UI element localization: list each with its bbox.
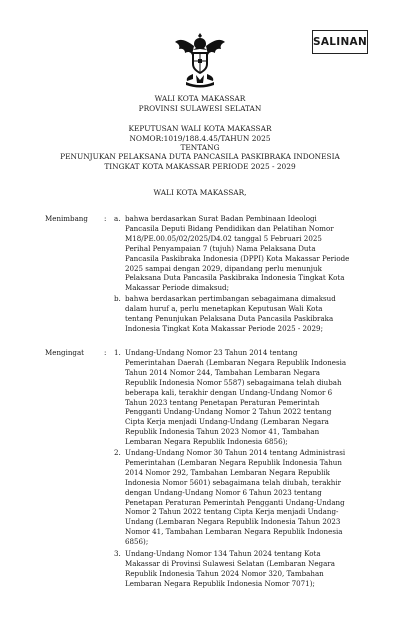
text-line: Indonesia Tingkat Kota Makassar Periode 2025 - 2029; [125, 323, 323, 333]
garuda-emblem-icon [174, 30, 226, 88]
menimbang-label: Menimbang [45, 214, 88, 223]
menimbang-a-text [125, 214, 357, 293]
menimbang-a-marker: a. [114, 214, 121, 223]
text-line: 2014 Nomor 292, Tambahan Lembaran Negara Republik [125, 467, 330, 477]
mengingat-1-text [125, 348, 357, 447]
subject-line-2: TINGKAT KOTA MAKASSAR PERIODE 2025 - 2029 [104, 161, 296, 171]
decree-about: TENTANG [180, 143, 220, 153]
text-line: Tahun 2023 tentang Penetapan Peraturan Pemerintah [125, 397, 320, 407]
text-line: Lembaran Negara Republik Indonesia Nomor 7071); [125, 578, 315, 588]
text-line: tentang Penunjukan Pelaksana Duta Pancasila Paskibraka [125, 313, 334, 323]
text-line: bahwa berdasarkan pertimbangan sebagaimana dimaksud [125, 294, 336, 303]
text-line: Republik Indonesia Tahun 2024 Nomor 320, Tambahan [125, 568, 324, 578]
mengingat-2-marker: 2. [114, 448, 121, 457]
text-line: Undang (Lembaran Negara Republik Indonesia Tahun 2023 [125, 517, 341, 527]
text-line: Pancasila Paskibraka Indonesia (DPPI) Kota Makassar Periode [125, 253, 350, 263]
menimbang-colon: : [104, 214, 107, 223]
text-line: Nomor 2 Tahun 2022 tentang Cipta Kerja menjadi Undang- [125, 507, 339, 517]
text-line: Republik Indonesia Nomor 5587) sebagaimana telah diubah [125, 377, 342, 387]
text-line: 2025 sampai dengan 2029, dipandang perlu menunjuk [125, 263, 322, 273]
mengingat-2-text [125, 448, 357, 547]
text-line: Undang-Undang Nomor 30 Tahun 2014 tentang Administrasi [125, 448, 346, 457]
issuer-header [0, 94, 400, 113]
text-line: 6856); [125, 537, 149, 547]
decree-number: NOMOR:1019/188.4.45/TAHUN 2025 [129, 133, 271, 143]
mengingat-3-text [125, 549, 357, 589]
text-line: Nomor 41, Tambahan Lembaran Negara Republik Indonesia [125, 527, 343, 537]
text-line: Pemerintahan (Lembaran Negara Republik Indonesia Tahun [125, 457, 342, 467]
text-line: Indonesia Nomor 5601) sebagaimana telah diubah, terakhir [125, 477, 341, 487]
issuer-province: PROVINSI SULAWESI SELATAN [138, 103, 262, 113]
official-title: WALI KOTA MAKASSAR, [153, 188, 247, 197]
text-line: Pancasila Deputi Bidang Pendidikan dan Pelatihan Nomor [125, 223, 334, 233]
menimbang-b-marker: b. [114, 294, 121, 303]
mengingat-1-marker: 1. [114, 348, 121, 357]
mengingat-colon: : [104, 348, 107, 357]
text-line: Lembaran Negara Republik Indonesia 6856); [125, 437, 288, 447]
text-line: dengan Undang-Undang Nomor 6 Tahun 2023 tentang [125, 487, 322, 497]
text-line: Pengganti Undang-Undang Nomor 2 Tahun 2022 tentang [125, 407, 332, 417]
text-line: Pemerintahan Daerah (Lembaran Negara Republik Indonesia [125, 357, 347, 367]
menimbang-b-text [125, 294, 357, 334]
text-line: Tahun 2014 Nomor 244, Tambahan Lembaran Negara [125, 367, 321, 377]
text-line: Republik Indonesia Tahun 2023 Nomor 41, Tambahan [125, 427, 320, 437]
text-line: beberapa kali, terakhir dengan Undang-Undang Nomor 6 [125, 387, 333, 397]
text-line: Undang-Undang Nomor 134 Tahun 2024 tentang Kota [125, 549, 321, 558]
text-line: Cipta Kerja menjadi Undang-Undang (Lembaran Negara [125, 417, 329, 427]
text-line: Perihal Penyampaian 7 (tujuh) Nama Pelaksana Duta [125, 243, 316, 253]
text-line: M18/PE.00.05/02/2025/D4.02 tanggal 5 Februari 2025 [125, 233, 322, 243]
mengingat-3-marker: 3. [114, 549, 121, 558]
text-line: Makassar di Provinsi Sulawesi Selatan (Lembaran Negara [125, 558, 335, 568]
decree-subject [0, 152, 400, 171]
text-line: Pelaksana Duta Pancasila Paskibraka Indonesia Tingkat Kota [125, 273, 345, 283]
text-line: Makassar Periode dimaksud; [125, 283, 229, 293]
salinan-stamp: SALINAN [312, 30, 368, 54]
issuer-title: WALI KOTA MAKASSAR [154, 94, 246, 103]
decree-heading [0, 124, 400, 153]
mengingat-label: Mengingat [45, 348, 85, 357]
subject-line-1: PENUNJUKAN PELAKSANA DUTA PANCASILA PASKIBRAKA INDONESIA [60, 152, 340, 161]
text-line: bahwa berdasarkan Surat Badan Pembinaan Ideologi [125, 214, 317, 223]
decree-title: KEPUTUSAN WALI KOTA MAKASSAR [128, 124, 272, 133]
text-line: dalam huruf a, perlu menetapkan Keputusan Wali Kota [125, 303, 323, 313]
text-line: Penetapan Peraturan Pemerintah Pengganti Undang-Undang [125, 497, 345, 507]
text-line: Undang-Undang Nomor 23 Tahun 2014 tentang [125, 348, 298, 357]
